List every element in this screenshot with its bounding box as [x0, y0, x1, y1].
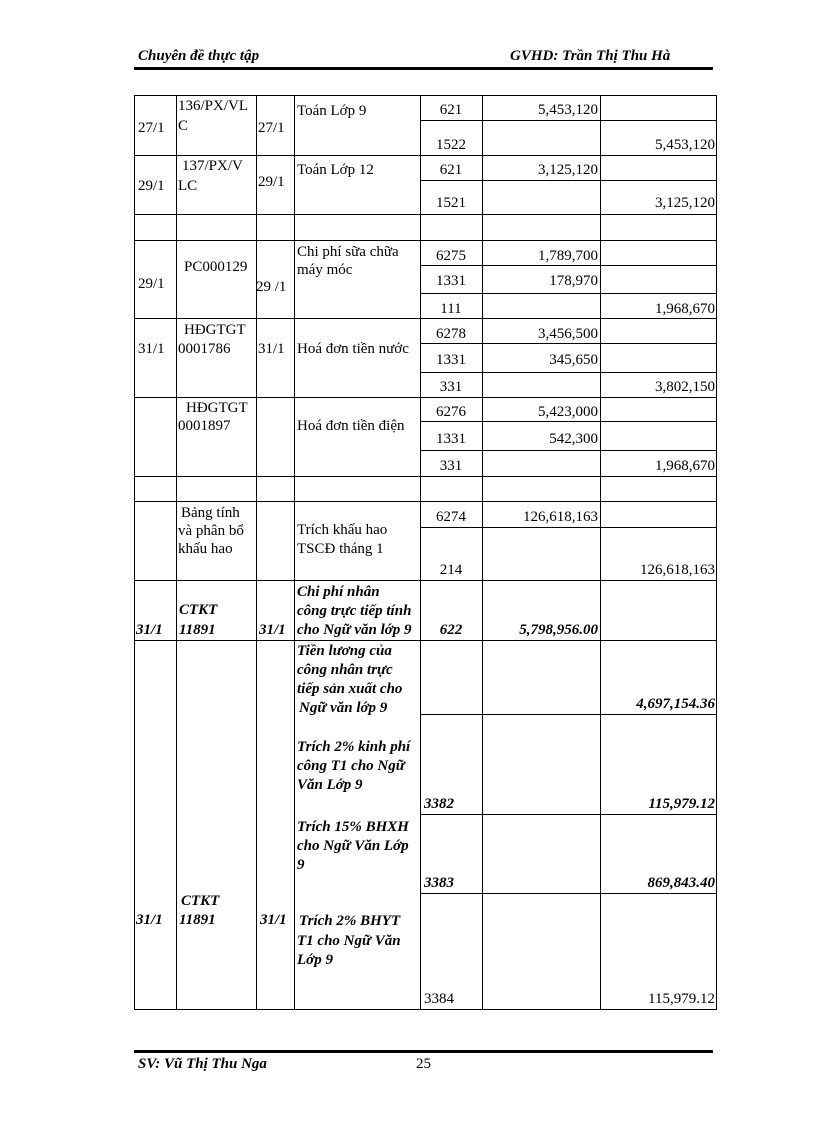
sub1-desc-line3: tiếp sản xuất cho — [297, 681, 403, 697]
row5-credit: 1,968,670 — [655, 458, 715, 474]
row1-date2: 27/1 — [258, 120, 285, 136]
row8-date: 31/1 — [136, 912, 163, 928]
row6-debit: 126,618,163 — [523, 509, 598, 525]
row6-doc-line1: Bảng tính — [181, 505, 240, 521]
row2-date: 29/1 — [138, 178, 165, 194]
row8-doc-line1: CTKT — [181, 893, 220, 909]
row1-debit: 5,453,120 — [538, 102, 598, 118]
row3-desc-line2: máy móc — [297, 262, 353, 278]
row3-desc-line1: Chi phí sữa chữa — [297, 244, 399, 260]
row6-doc-line3: khấu hao — [178, 541, 233, 557]
sub4-acc: 3384 — [424, 991, 454, 1007]
sub1-desc-line4: Ngữ văn lớp 9 — [299, 700, 388, 716]
row6-doc-line2: và phân bổ — [178, 523, 244, 539]
row4-date: 31/1 — [138, 341, 165, 357]
sub4-desc-line3: Lớp 9 — [297, 952, 333, 968]
row5-acc3: 331 — [439, 458, 463, 474]
row1-date: 27/1 — [138, 120, 165, 136]
sub4-desc-line1: Trích 2% BHYT — [299, 913, 401, 929]
row7-date: 31/1 — [136, 622, 163, 638]
row3-debit2: 178,970 — [549, 273, 598, 289]
sub1-desc-line2: công nhân trực — [297, 662, 393, 678]
row7-desc-line2: công trực tiếp tính — [297, 603, 412, 619]
footer-rule — [134, 1050, 713, 1053]
row2-credit: 3,125,120 — [655, 195, 715, 211]
row5-acc2: 1331 — [436, 431, 466, 447]
row5-doc-line2: 0001897 — [178, 418, 231, 434]
footer-student: SV: Vũ Thị Thu Nga — [138, 1056, 267, 1072]
row1-acc2: 1522 — [436, 137, 466, 153]
header-advisor: GVHD: Trần Thị Thu Hà — [510, 48, 671, 64]
row7-desc-line1: Chi phí nhân — [297, 584, 380, 600]
sub4-desc-line2: T1 cho Ngữ Văn — [297, 933, 401, 949]
row2-doc-line2: LC — [178, 178, 198, 194]
row2-doc-line1: 137/PX/V — [182, 158, 243, 174]
row4-debit2: 345,650 — [549, 352, 598, 368]
sub2-desc-line2: công T1 cho Ngữ — [297, 758, 405, 774]
row1-doc-line2: C — [178, 118, 189, 134]
row3-date: 29/1 — [138, 276, 165, 292]
row2-date2: 29/1 — [258, 174, 285, 190]
row7-desc-line3: cho Ngữ văn lớp 9 — [297, 622, 412, 638]
row5-debit1: 5,423,000 — [538, 404, 598, 420]
sub1-credit: 4,697,154.36 — [636, 696, 715, 712]
row7-doc-line2: 11891 — [179, 622, 216, 638]
sub1-desc-line1: Tiền lương của — [297, 643, 392, 659]
row3-credit: 1,968,670 — [655, 301, 715, 317]
row8-date2: 31/1 — [260, 912, 287, 928]
row1-desc: Toán Lớp 9 — [297, 103, 367, 119]
row6-credit: 126,618,163 — [640, 562, 715, 578]
page-number: 25 — [416, 1056, 431, 1072]
row1-acc1: 621 — [439, 102, 463, 118]
sub3-credit: 869,843.40 — [647, 875, 715, 891]
row3-debit1: 1,789,700 — [538, 248, 598, 264]
row6-desc-line1: Trích khấu hao — [297, 522, 388, 538]
row4-acc3: 331 — [439, 379, 463, 395]
row4-date2: 31/1 — [258, 341, 285, 357]
header-rule — [134, 67, 713, 70]
row7-doc-line1: CTKT — [179, 602, 218, 618]
row3-acc1: 6275 — [436, 248, 466, 264]
sub2-credit: 115,979.12 — [648, 796, 715, 812]
row4-credit: 3,802,150 — [655, 379, 715, 395]
sub2-desc-line3: Văn Lớp 9 — [297, 777, 363, 793]
row6-desc-line2: TSCĐ tháng 1 — [297, 541, 384, 557]
row1-credit: 5,453,120 — [655, 137, 715, 153]
row2-acc1: 621 — [439, 162, 463, 178]
row8-doc-line2: 11891 — [179, 912, 216, 928]
row7-debit: 5,798,956.00 — [519, 622, 598, 638]
row7-date2: 31/1 — [259, 622, 286, 638]
header-title: Chuyên đề thực tập — [138, 48, 260, 64]
sub3-desc-line2: cho Ngữ Văn Lớp — [297, 838, 409, 854]
row2-acc2: 1521 — [436, 195, 466, 211]
row1-doc-line1: 136/PX/VL — [178, 98, 249, 114]
row3-date2: 29 /1 — [256, 279, 287, 295]
row3-doc: PC000129 — [184, 259, 248, 275]
row2-desc: Toán Lớp 12 — [297, 162, 374, 178]
row4-acc1: 6278 — [436, 326, 466, 342]
row5-desc: Hoá đơn tiền điện — [297, 418, 405, 434]
row6-acc1: 6274 — [436, 509, 466, 525]
row3-acc3: 111 — [440, 301, 462, 317]
row4-doc-line1: HĐGTGT — [184, 322, 246, 338]
row5-doc-line1: HĐGTGT — [186, 400, 248, 416]
row4-doc-line2: 0001786 — [178, 341, 231, 357]
row7-acc1: 622 — [439, 622, 463, 638]
row4-acc2: 1331 — [436, 352, 466, 368]
sub2-acc: 3382 — [424, 796, 454, 812]
sub4-credit: 115,979.12 — [648, 991, 715, 1007]
row4-debit1: 3,456,500 — [538, 326, 598, 342]
sub3-desc-line3: 9 — [297, 857, 305, 873]
sub3-desc-line1: Trích 15% BHXH — [297, 819, 409, 835]
row6-acc2: 214 — [439, 562, 463, 578]
sub2-desc-line1: Trích 2% kinh phí — [297, 739, 411, 755]
row5-acc1: 6276 — [436, 404, 466, 420]
row3-acc2: 1331 — [436, 273, 466, 289]
row5-debit2: 542,300 — [549, 431, 598, 447]
row4-desc: Hoá đơn tiền nước — [297, 341, 409, 357]
sub3-acc: 3383 — [424, 875, 454, 891]
row2-debit: 3,125,120 — [538, 162, 598, 178]
